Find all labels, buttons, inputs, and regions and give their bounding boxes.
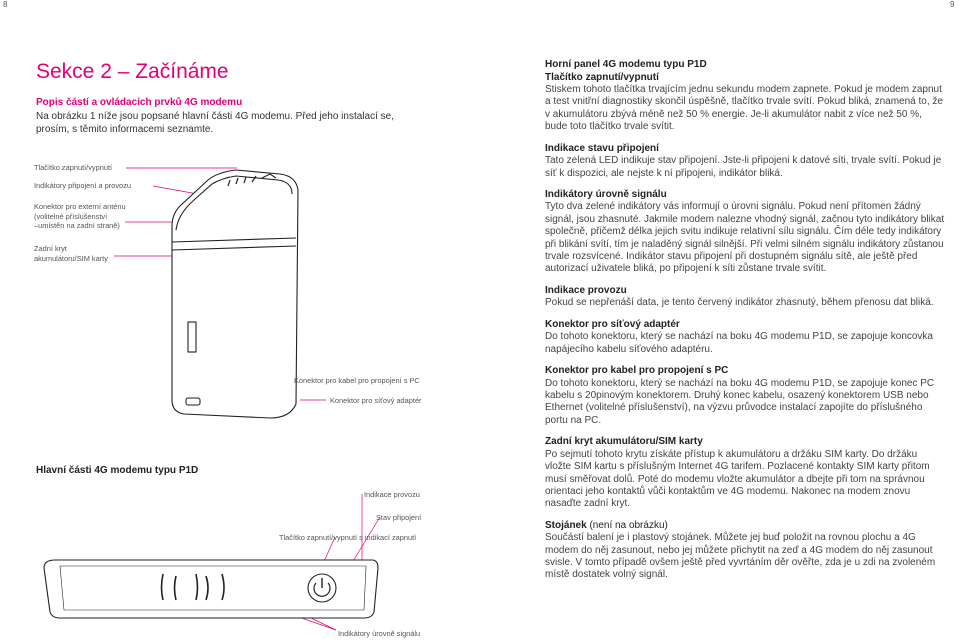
section-body: Pokud se nepřenáší data, je tento červený indikátor zhasnutý, během přenosu dat bliká.: [545, 297, 934, 309]
section-body: Do tohoto konektoru, který se nachází na boku 4G modemu P1D, se zapojuje konec PC kabelu s 20pinovým konektorem. Druhý konec kabelu, osazený konektorem USB nebo Ethernet (volitelné příslušenství), na výzvu průvodce instalací zapojíte do příslušného portu na PC.: [545, 377, 935, 426]
section-heading: Sekce 2 – Začínáme: [36, 60, 229, 83]
label-back-cover: [34, 244, 108, 263]
intro-body: Na obrázku 1 níže jsou popsané hlavní části 4G modemu. Před jeho instalací se, prosím, s těmito informacemi seznamte.: [36, 111, 394, 135]
label-antenna-line3: –umístěn na zadní straně): [34, 221, 120, 230]
label-antenna-connector: [34, 202, 126, 231]
label-power-button-indicator: Tlačítko zapnutí/vypnutí s indikací zapnutí: [279, 533, 417, 542]
section-body: Tato zelená LED indikuje stav připojení. Jste-li připojeni k datové síti, trvale svítí. Pokud je síť k dispozici, ale nejste k ní připojeni, indikátor bliká.: [545, 155, 942, 179]
label-indicators: Indikátory připojení a provozu: [34, 181, 131, 190]
intro-title: Popis částí a ovládacích prvků 4G modemu: [36, 97, 243, 108]
label-power-connector: Konektor pro síťový adaptér: [330, 396, 422, 405]
modem-front-view: [172, 170, 298, 418]
page-number-left: 8: [3, 0, 8, 9]
label-cover-line2: akumulátoru/SIM karty: [34, 253, 108, 263]
description-column: [545, 59, 945, 591]
modem-top-view: [44, 560, 378, 618]
section-title: Zadní kryt akumulátoru/SIM karty: [545, 436, 703, 448]
section-power-button: [545, 72, 945, 134]
section-body: Do tohoto konektoru, který se nachází na boku 4G modemu P1D, se zapojuje koncovka napájecího kabelu síťového adaptéru.: [545, 331, 933, 355]
section-title: Indikace stavu připojení: [545, 142, 659, 154]
figure-subheading: Hlavní části 4G modemu typu P1D: [36, 465, 199, 476]
section-operation-indicator: [545, 285, 945, 310]
section-title: Indikace provozu: [545, 284, 627, 296]
section-title: Tlačítko zapnutí/vypnutí: [545, 71, 659, 83]
section-body: Po sejmutí tohoto krytu získáte přístup k akumulátoru a držáku SIM karty. Do držáku vložte SIM kartu s příslušným Internet 4G tarifem. Pozlacené kontakty SIM karty přitom musí směřovat dolů. Poté do modemu vložte akumulátor a dbejte při tom na správnou orientaci jeho kontaktů vůči kontaktům ve 4G modemu. Nakonec na modem znovu nasaďte zadní kryt.: [545, 448, 930, 510]
section-connection-status: [545, 143, 945, 180]
section-title: Konektor pro síťový adaptér: [545, 318, 680, 330]
stand-title: Stojánek: [545, 519, 587, 531]
label-pc-connector: Konektor pro kabel pro propojení s PC: [294, 376, 420, 385]
label-operation-indicator: Indikace provozu: [364, 490, 420, 499]
section-title: Horní panel 4G modemu typu P1D: [545, 59, 707, 70]
label-antenna-line2: (volitelné příslušenství: [34, 211, 108, 221]
section-top-panel: [545, 59, 945, 72]
section-title: Konektor pro kabel pro propojení s PC: [545, 365, 729, 377]
section-pc-connector: [545, 365, 945, 427]
section-body: Tyto dva zelené indikátory vás informují o úrovni signálu. Pokud není přítomen žádný signál, jsou zhasnuté. Jakmile modem nalezne vhodný signál, začnou tyto indikátory blikat společně, přičemž délka jejich svitu indikuje relativní sílu signálu. Čím déle tedy indikátory při blikání svítí, tím je naladěný signál silnější. Při velmi silném signálu indikátory zůstanou trvale rozsvícené. Indikátor stavu připojení při dostupném signálu sítě, ale ještě před autorizací uživatele bliká, po připojení k síti zůstane trvale svítit.: [545, 201, 945, 275]
label-cover-line1: Zadní kryt: [34, 244, 67, 253]
section-body: Součástí balení je i plastový stojánek. Můžete jej buď položit na rovnou plochu a 4G modem do něj zasunout, nebo jej můžete přichytit na zeď a 4G modem do něj zasunout svisle. V tomto případě ovšem ještě před vyvrtáním děr ověřte, zda je u zdi na zvoleném místě dostatek volný signál.: [545, 532, 936, 581]
section-signal-indicators: [545, 189, 945, 276]
section-back-cover: [545, 436, 945, 511]
section-stand: [545, 520, 945, 582]
section-body: Stiskem tohoto tlačítka trvajícím jednu sekundu modem zapnete. Pokud je modem zapnut a test vnitřní diagnostiky skončil úspěšně, tlačítko trvale svítí. Pokud bliká, znamená to, že v akumulátoru zbývá méně než 50 % energie. Je-li akumulátor nabit z více než 50 %, bude toto tlačítko trvale svítit.: [545, 84, 943, 133]
stand-title-note: (není na obrázku): [586, 519, 668, 531]
label-signal-indicators: Indikátory úrovně signálu: [338, 629, 421, 638]
label-connection-status: Stav připojení: [376, 513, 422, 522]
page-number-right: 9: [950, 0, 955, 9]
label-power-button: Tlačítko zapnutí/vypnutí: [34, 163, 113, 172]
section-title: Indikátory úrovně signálu: [545, 188, 667, 200]
section-power-adapter-connector: [545, 319, 945, 356]
section-title: [545, 520, 945, 533]
label-antenna-line1: Konektor pro externí anténu: [34, 202, 126, 211]
